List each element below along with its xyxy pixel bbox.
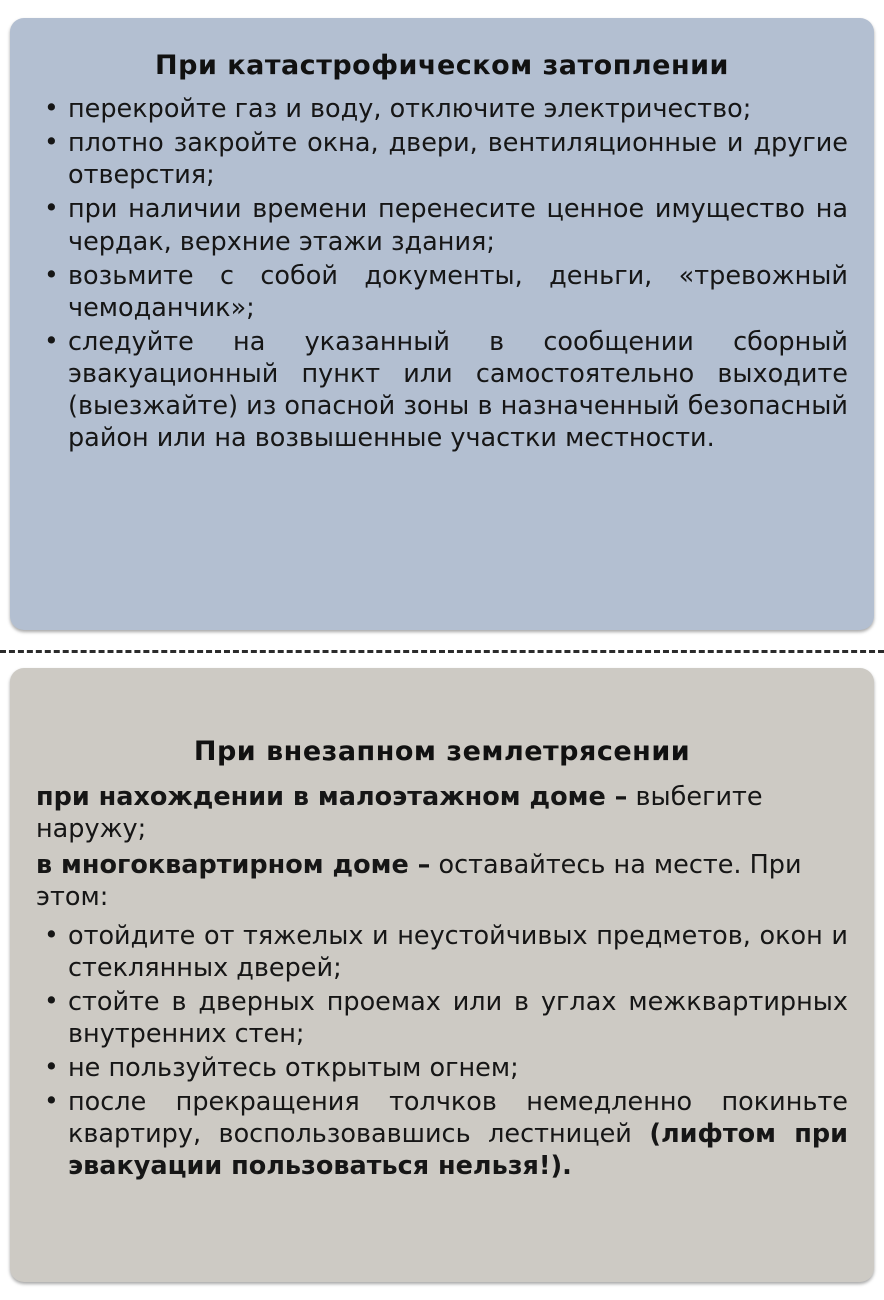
list-item [36,1086,848,1182]
section-earthquake-list [36,920,848,1183]
earthquake-intro-low-rise-lead: при нахождении в малоэтажном доме – [36,782,628,812]
list-item: • отойдите от тяжелых и неустойчивых предметов, окон и стеклянных дверей; [36,920,848,984]
list-item: • не пользуйтесь открытым огнем; [36,1052,848,1084]
section-flood-title: При катастрофическом затоплении [155,50,729,81]
list-item-text: после прекращения толчков немедленно покиньте квартиру, воспользовавшись лестницей [68,1087,848,1150]
list-item: • следуйте на указанный в сообщении сборный эвакуационный пункт или самостоятельно выходите (выезжайте) из опасной зоны в назначенный безопасный район или на возвышенные участки местности. [36,326,848,455]
earthquake-intro-low-rise [36,781,848,845]
list-item: • перекройте газ и воду, отключите электричество; [36,93,848,125]
list-item: • плотно закройте окна, двери, вентиляционные и другие отверстия; [36,127,848,191]
list-item-bold-tail: (лифтом при эвакуации пользоваться нельзя!). [68,1119,848,1182]
earthquake-intro-apartment-lead: в многоквартирном доме – [36,850,431,881]
section-earthquake-title: При внезапном землетрясении [193,736,691,767]
earthquake-intro-apartment [36,849,848,913]
section-flood [10,18,874,630]
list-item: • при наличии времени перенесите ценное имущество на чердак, верхние этажи здания; [36,193,848,257]
section-flood-list [36,93,848,454]
earthquake-intro-apartment-rest: оставайтесь на месте. При этом: [36,850,802,913]
section-earthquake [10,668,874,1282]
earthquake-intro-low-rise-rest: выбегите наружу; [36,782,763,845]
list-item: • возьмите с собой документы, деньги, «тревожный чемоданчик»; [36,260,848,324]
dashed-separator [0,650,884,653]
list-item: • стойте в дверных проемах или в углах межквартирных внутренних стен; [36,986,848,1050]
